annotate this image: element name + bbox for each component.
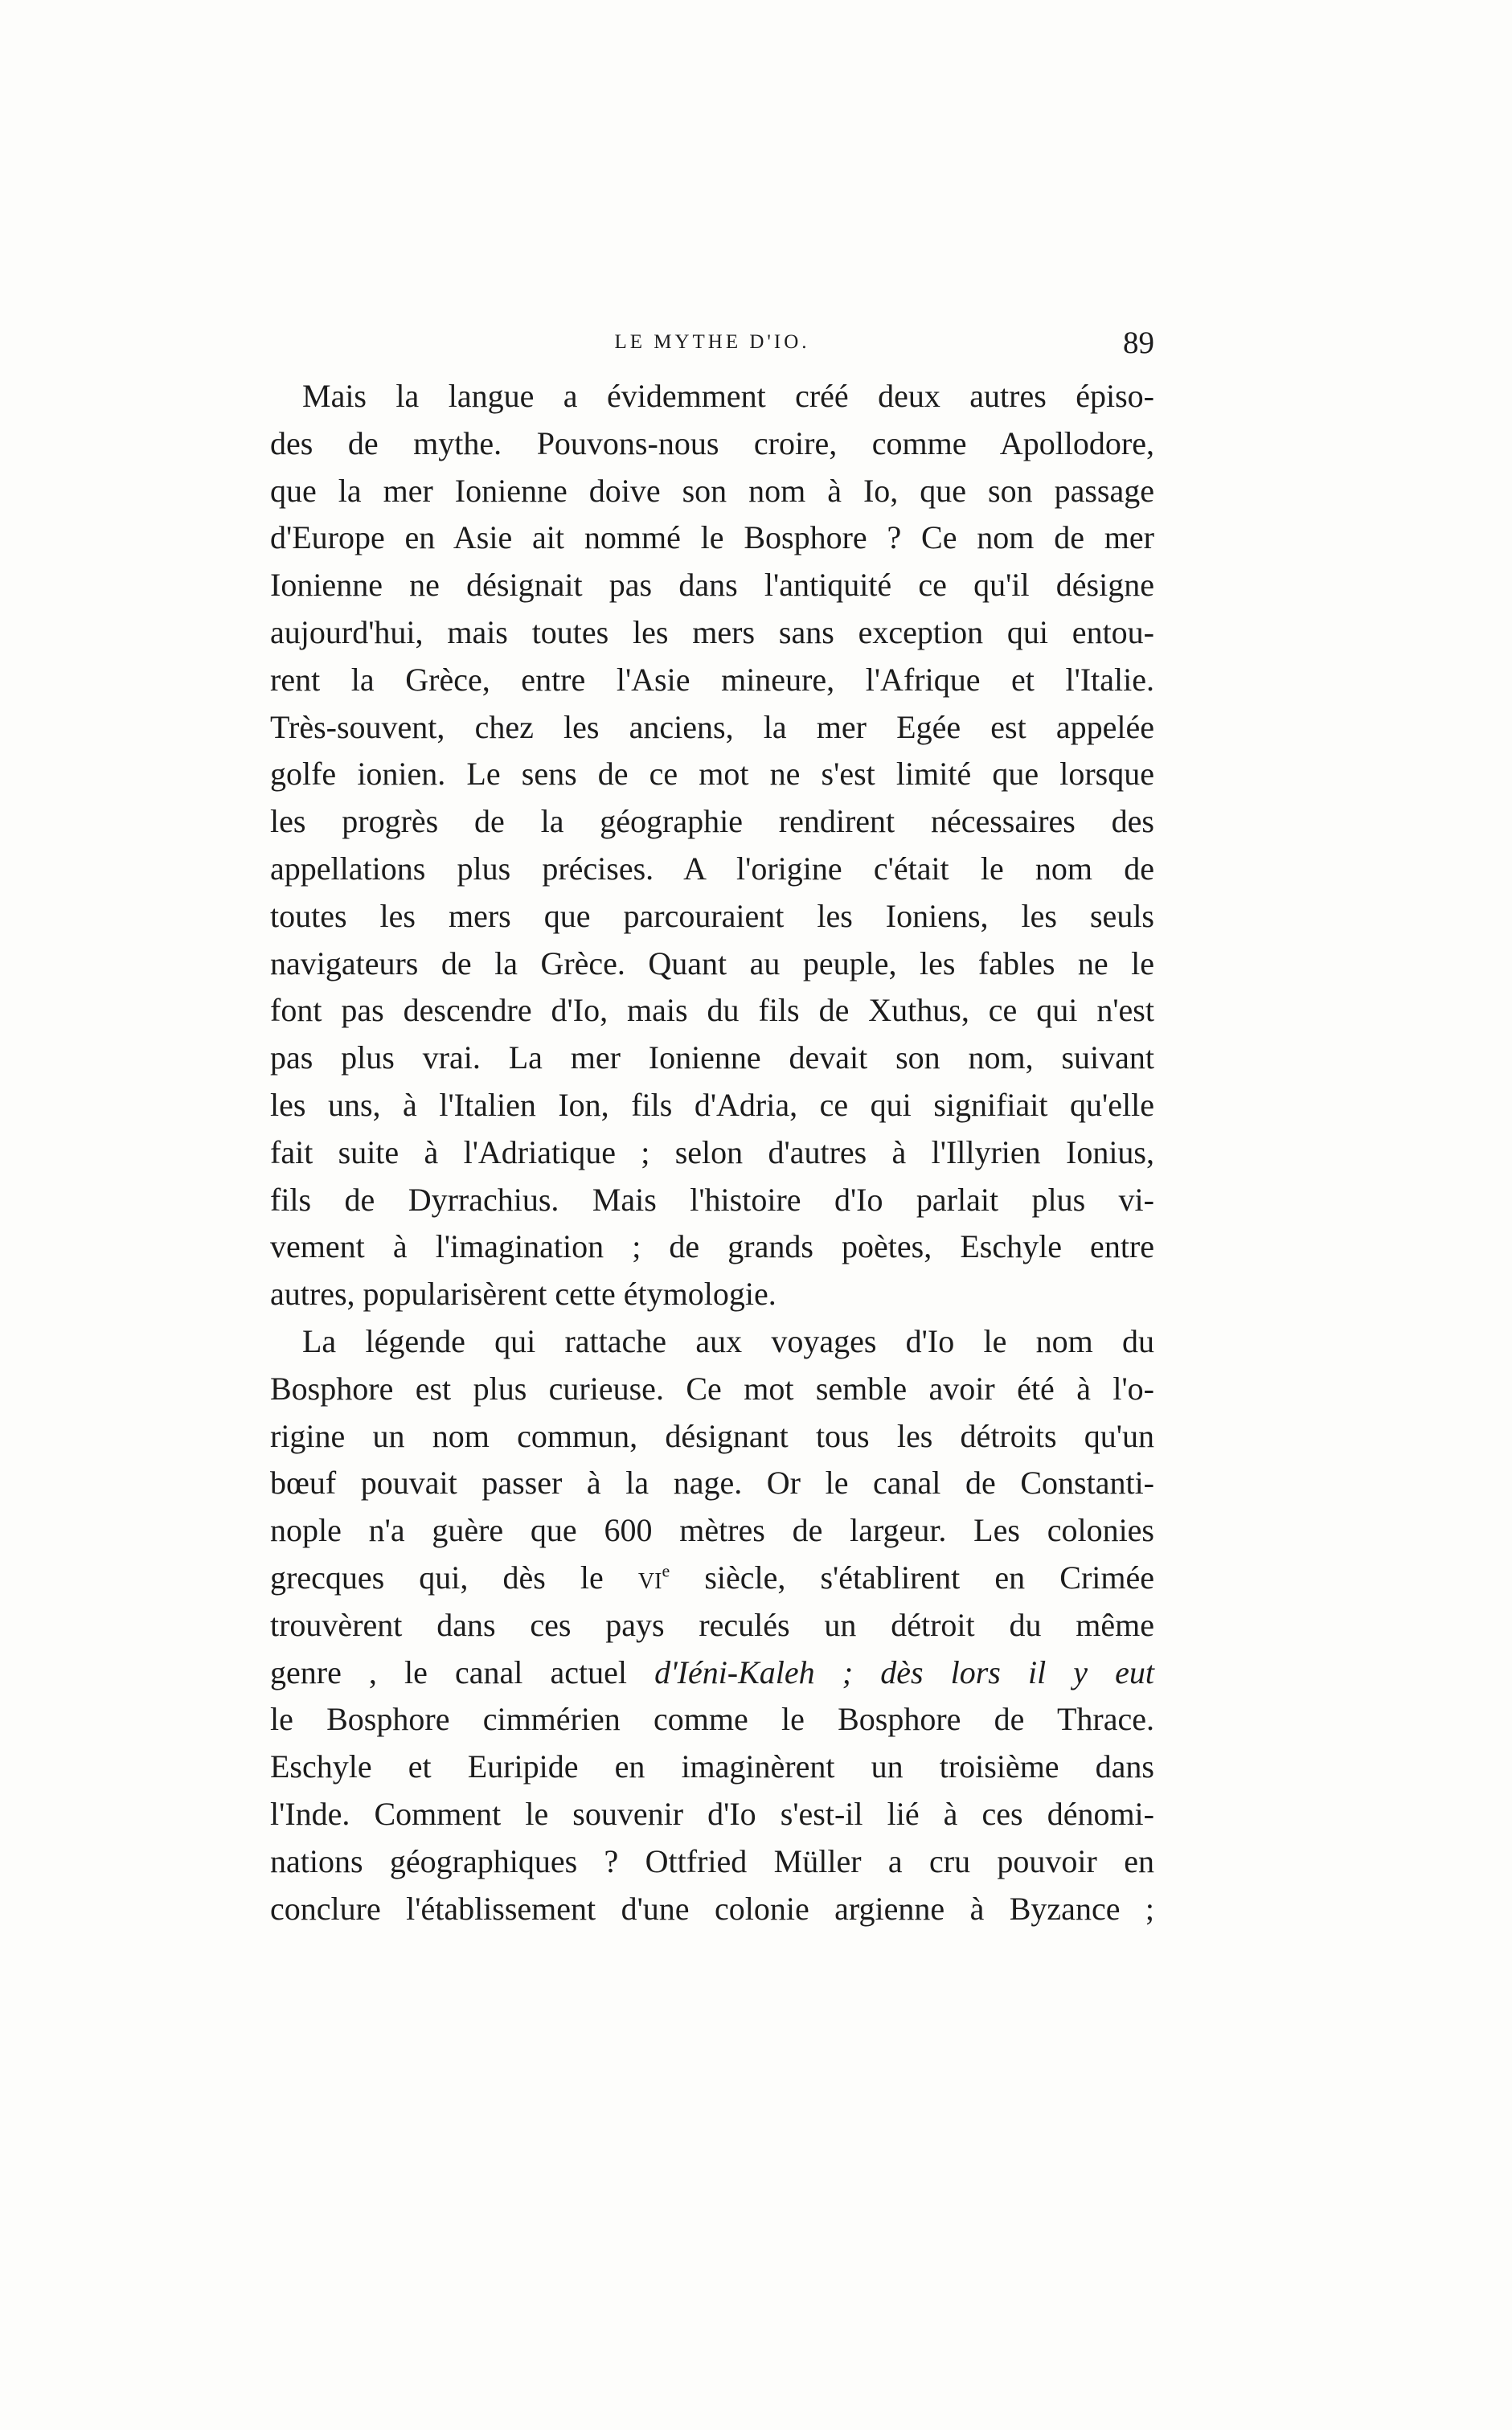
text-line: font pas descendre d'Io, mais du fils de Xuthus, ce qui n'est <box>270 992 1154 1029</box>
line-part: grecques qui, dès le <box>270 1559 604 1596</box>
text-line: Mais la langue a évidemment créé deux autres épiso- <box>302 378 1154 414</box>
text-line: que la mer Ionienne doive son nom à Io, que son passage <box>270 472 1154 509</box>
text-line: toutes les mers que parcouraient les Ioniens, les seuls <box>270 897 1154 934</box>
century-numeral: vi <box>637 1559 662 1596</box>
text-line: conclure l'établissement d'une colonie argienne à Byzance ; <box>270 1890 1154 1927</box>
text-line: fait suite à l'Adriatique ; selon d'autres à l'Illyrien Ionius, <box>270 1133 1154 1170</box>
text-line: l'Inde. Comment le souvenir d'Io s'est-il lié à ces dénomi- <box>270 1795 1154 1832</box>
text-line: bœuf pouvait passer à la nage. Or le canal de Constanti- <box>270 1465 1154 1502</box>
text-line: fils de Dyrrachius. Mais l'histoire d'Io parlait plus vi- <box>270 1181 1154 1218</box>
text-line: Très-souvent, chez les anciens, la mer Egée est appelée <box>270 708 1154 745</box>
text-line: trouvèrent dans ces pays reculés un détroit du même <box>270 1606 1154 1643</box>
body-text <box>270 373 1154 1932</box>
text-line: le Bosphore cimmérien comme le Bosphore de Thrace. <box>270 1701 1154 1738</box>
text-line: golfe ionien. Le sens de ce mot ne s'est limité que lorsque <box>270 756 1154 793</box>
century-superscript: e <box>662 1560 670 1581</box>
line-part: siècle, s'établirent en Crimée <box>670 1559 1154 1596</box>
page-number: 89 <box>1123 326 1154 360</box>
text-line: les uns, à l'Italien Ion, fils d'Adria, ce qui signifiait qu'elle <box>270 1086 1154 1123</box>
text-line: d'Europe en Asie ait nommé le Bosphore ? Ce nom de mer <box>270 519 1154 556</box>
text-line: vement à l'imagination ; de grands poètes, Eschyle entre <box>270 1228 1154 1265</box>
running-head <box>270 323 1154 363</box>
text-line: nations géographiques ? Ottfried Müller a cru pouvoir en <box>270 1842 1154 1879</box>
text-line-with-superscript <box>270 1555 1154 1602</box>
text-line: autres, popularisèrent cette étymologie. <box>270 1276 776 1313</box>
text-line: rent la Grèce, entre l'Asie mineure, l'Afrique et l'Italie. <box>270 661 1154 698</box>
text-line: des de mythe. Pouvons-nous croire, comme Apollodore, <box>270 424 1154 461</box>
text-line: Eschyle et Euripide en imaginèrent un troisième dans <box>270 1748 1154 1785</box>
text-line: navigateurs de la Grèce. Quant au peuple, les fables ne le <box>270 945 1154 981</box>
line-part: genre , le canal actuel <box>270 1653 627 1690</box>
italic-place-name: d'Iéni-Kaleh ; dès lors il y eut <box>626 1653 1155 1690</box>
text-line: Bosphore est plus curieuse. Ce mot semble avoir été à l'o- <box>270 1370 1154 1407</box>
text-line: La légende qui rattache aux voyages d'Io le nom du <box>302 1322 1154 1359</box>
text-line: nople n'a guère que 600 mètres de largeur. Les colonies <box>270 1512 1154 1549</box>
text-line: pas plus vrai. La mer Ionienne devait son nom, suivant <box>270 1039 1154 1076</box>
text-line: aujourd'hui, mais toutes les mers sans exception qui entou- <box>270 613 1154 650</box>
text-line: Ionienne ne désignait pas dans l'antiquité ce qu'il désigne <box>270 567 1154 604</box>
text-line-with-italic <box>270 1649 1154 1697</box>
text-line: les progrès de la géographie rendirent nécessaires des <box>270 803 1154 840</box>
running-title: LE MYTHE D'IO. <box>614 331 810 353</box>
text-line: appellations plus précises. A l'origine c'était le nom de <box>270 850 1154 887</box>
text-line: rigine un nom commun, désignant tous les détroits qu'un <box>270 1417 1154 1454</box>
